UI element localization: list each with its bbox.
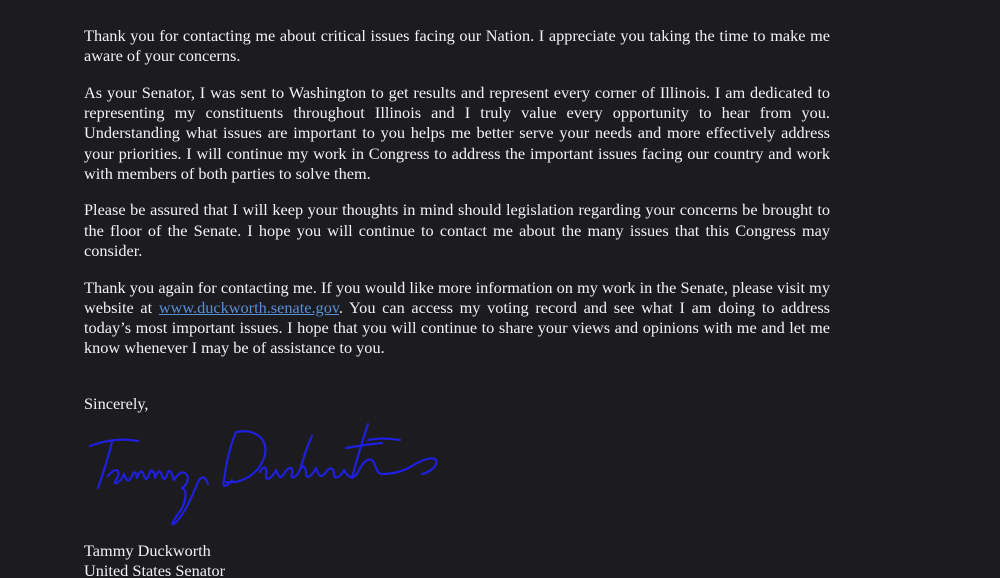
more-info-text-after-link: . You can access my voting record and see what I am doing to address today’s most important issues. I hope that you will continue to share your views and opinions with me and let me know whenever I may be of assistance to you. (84, 297, 831, 358)
more-info-text-before-link: Thank you again for contacting me. If you would like more information on my work in the Senate, please visit my website at (84, 277, 830, 317)
handwritten-signature-icon (86, 418, 446, 534)
closing-salutation: Sincerely, (84, 394, 149, 413)
letter-body (84, 26, 830, 375)
paragraph-more-info (84, 278, 830, 359)
senate-website-link[interactable]: www.duckworth.senate.gov (158, 297, 339, 317)
signer-title: United States Senator (84, 561, 226, 578)
paragraph-senator-role: As your Senator, I was sent to Washington to get results and represent every corner of Illinois. I am dedicated to representing my constituents throughout Illinois and I truly value every opportunity to hear from you. Understanding what issues are important to you helps me better serve your needs and more effectively address your priorities. I will continue my work in Congress to address the important issues facing our country and work with members of both parties to solve them. (84, 82, 830, 183)
paragraph-assurance: Please be assured that I will keep your thoughts in mind should legislation regarding your concerns be brought to the floor of the Senate. I hope you will continue to contact me about the many issues that this Congress may consider. (84, 200, 830, 260)
signer-name: Tammy Duckworth (84, 541, 211, 560)
paragraph-intro: Thank you for contacting me about critical issues facing our Nation. I appreciate you taking the time to make me aware of your concerns. (84, 26, 830, 66)
